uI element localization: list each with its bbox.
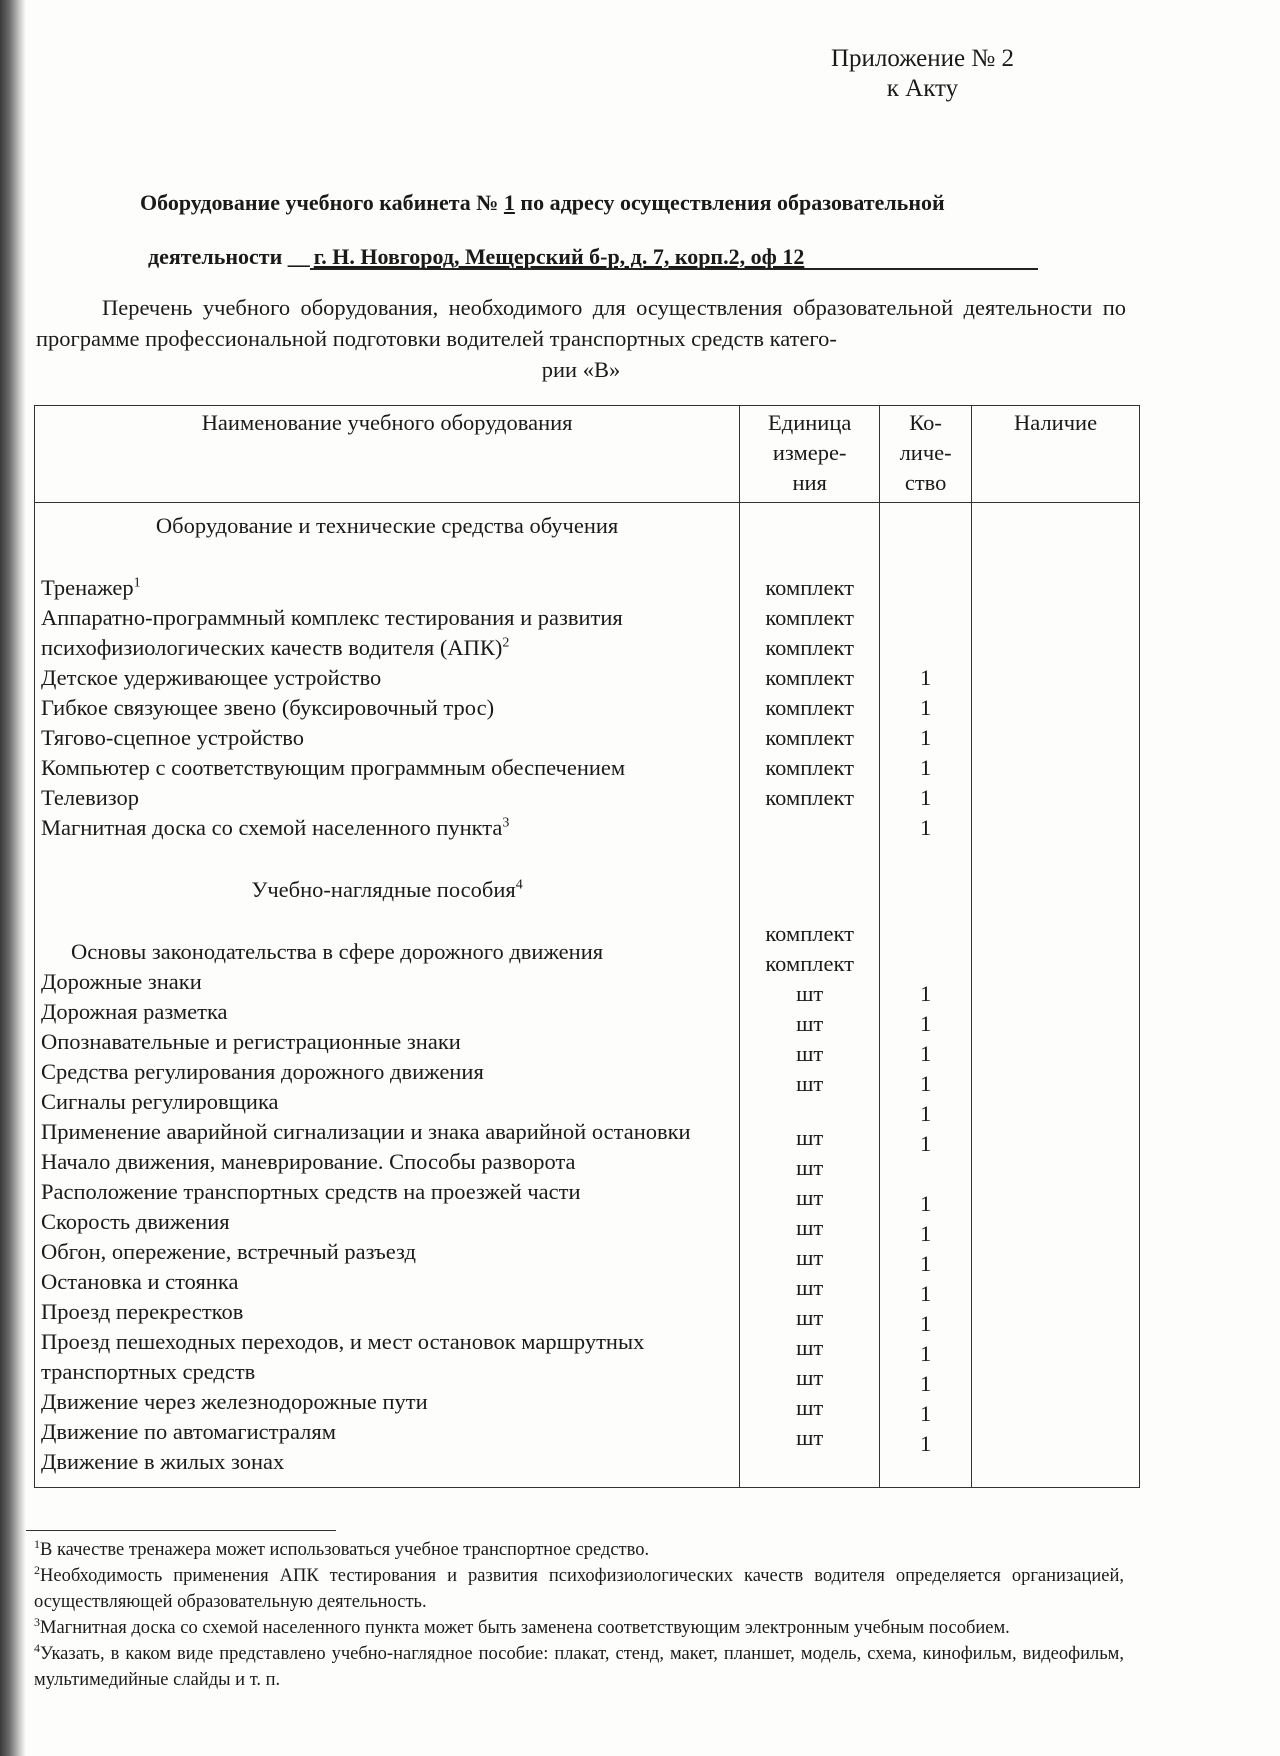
unit-value: шт: [796, 1425, 824, 1450]
scan-edge-shadow: [0, 0, 26, 1756]
list-item: Применение аварийной сигнализации и знака аварийной остановки: [41, 1119, 691, 1144]
quantity-value: 1: [919, 1341, 932, 1366]
footnote-ref: 1: [133, 575, 141, 591]
unit-value: шт: [796, 1275, 824, 1300]
section2-units-top: [740, 919, 879, 1099]
table-body-row: [35, 503, 1140, 1488]
section2-items: [41, 967, 733, 1477]
list-item: Сигналы регулировщика: [41, 1089, 279, 1114]
quantity-value: 1: [919, 725, 932, 750]
section2-title-text: Учебно-наглядные пособия: [251, 877, 516, 902]
list-item: Начало движения, маневрирование. Способы разворота: [41, 1149, 576, 1174]
list-item: Движение в жилых зонах: [41, 1449, 285, 1474]
unit-value: комплект: [765, 605, 854, 630]
quantity-value: 1: [919, 815, 932, 840]
list-item: [41, 663, 733, 693]
unit-value: шт: [796, 1155, 824, 1180]
unit-value: шт: [796, 1215, 824, 1240]
quantity-value: 1: [919, 1251, 932, 1276]
heading-text-tail: по адресу осуществления образовательной: [514, 190, 945, 215]
quantity-value: 1: [919, 1311, 932, 1336]
item-name: Гибкое связующее звено (буксировочный трос): [41, 695, 495, 720]
list-item: [41, 693, 733, 723]
header-qty: [880, 406, 972, 503]
section1-units: [740, 573, 879, 813]
item-name: Телевизор: [41, 785, 140, 810]
item-name: Тренажер: [41, 575, 134, 600]
list-item: Движение по автомагистралям: [41, 1419, 336, 1444]
annex-line-1: Приложение № 2: [830, 45, 1014, 72]
unit-value: шт: [796, 1395, 824, 1420]
footnote-number: 4: [34, 1640, 40, 1655]
intro-text: Перечень учебного оборудования, необходимого для осуществления образовательной деятельности по программе профессиональной подготовки водителей транспортных средств катего-: [36, 295, 1126, 351]
unit-value: комплект: [765, 695, 854, 720]
heading-line-2: [148, 244, 1038, 270]
list-item: Средства регулирования дорожного движения: [41, 1059, 484, 1084]
annex-line-2: к Акту: [886, 75, 959, 102]
section2-subtitle: Основы законодательства в сфере дорожного движения: [71, 939, 604, 964]
footnote: [34, 1563, 1124, 1615]
quantity-value: 1: [919, 1401, 932, 1426]
unit-value: шт: [796, 1335, 824, 1360]
item-name: Аппаратно-программный комплекс тестирования и развития психофизиологических качеств водителя (АПК): [41, 605, 623, 660]
footnote-text: Магнитная доска со схемой населенного пункта может быть заменена соответствующим электронным учебным пособием.: [40, 1618, 1010, 1638]
list-item: [41, 813, 733, 843]
item-name: Компьютер с соответствующим программным обеспечением: [41, 755, 626, 780]
header-unit: [740, 406, 880, 503]
section2-quantities-top: [880, 979, 971, 1159]
footnote-text: Необходимость применения АПК тестирования и развития психофизиологических качеств водителя определяется организацией, осуществляющей образовательную деятельность.: [34, 1566, 1124, 1612]
quantity-value: 1: [919, 785, 932, 810]
quantity-value: 1: [919, 1071, 932, 1096]
section1-items: [41, 573, 733, 843]
list-item: Проезд пешеходных переходов, и мест остановок маршрутных транспортных средств: [41, 1329, 645, 1384]
address-field: [310, 246, 1038, 270]
list-item: Остановка и стоянка: [41, 1269, 239, 1294]
footnotes: [34, 1537, 1124, 1693]
section2-quantities-bottom: [880, 1189, 971, 1459]
section-title: Оборудование и технические средства обучения: [155, 513, 619, 538]
quantity-value: 1: [919, 1371, 932, 1396]
list-item: [41, 603, 733, 663]
unit-value: шт: [796, 1041, 824, 1066]
unit-value: шт: [796, 1125, 824, 1150]
unit-value: шт: [796, 1245, 824, 1270]
list-item: Дорожная разметка: [41, 999, 228, 1024]
quantity-value: 1: [919, 695, 932, 720]
unit-value: комплект: [765, 635, 854, 660]
footnote: [34, 1615, 1124, 1641]
item-name: Тягово-сцепное устройство: [41, 725, 305, 750]
quantity-value: 1: [919, 1221, 932, 1246]
list-item: Дорожные знаки: [41, 969, 202, 994]
heading-line-1: [140, 190, 945, 216]
footnote-separator: [26, 1530, 336, 1531]
equipment-table: [34, 405, 1140, 1488]
footnote-ref: 3: [502, 815, 510, 831]
quantity-value: 1: [919, 1011, 932, 1036]
item-name: Магнитная доска со схемой населенного пункта: [41, 815, 503, 840]
quantity-value: 1: [919, 1131, 932, 1156]
footnote-ref: 2: [502, 635, 510, 651]
list-item: [41, 723, 733, 753]
header-availability: Наличие: [972, 406, 1140, 503]
section2-units-bottom: [740, 1123, 879, 1453]
units-column: [740, 503, 880, 1488]
footnote-number: 3: [34, 1614, 40, 1629]
unit-value: комплект: [765, 951, 854, 976]
list-item: [41, 783, 733, 813]
header-unit-text: Единица измере-ния: [768, 410, 852, 495]
unit-value: шт: [796, 1011, 824, 1036]
quantity-value: 1: [919, 665, 932, 690]
heading-label-activity: деятельности __: [148, 244, 310, 269]
list-item: Расположение транспортных средств на проезжей части: [41, 1179, 581, 1204]
footnote: [34, 1641, 1124, 1693]
footnote-text: Указать, в каком виде представлено учебно-наглядное пособие: плакат, стенд, макет, планшет, модель, схема, кинофильм, видеофильм, мультимедийные слайды и т. п.: [34, 1644, 1124, 1690]
unit-value: комплект: [765, 575, 854, 600]
quantity-value: 1: [919, 1431, 932, 1456]
list-item: Опознавательные и регистрационные знаки: [41, 1029, 461, 1054]
list-item: Проезд перекрестков: [41, 1299, 244, 1324]
unit-value: комплект: [765, 725, 854, 750]
annex-label: [831, 44, 1014, 104]
unit-value: шт: [796, 1305, 824, 1330]
quantity-value: 1: [919, 1041, 932, 1066]
list-item: Скорость движения: [41, 1209, 230, 1234]
quantity-value: 1: [919, 1191, 932, 1216]
quantity-value: 1: [919, 755, 932, 780]
list-item: [41, 753, 733, 783]
unit-value: шт: [796, 1071, 824, 1096]
quantity-value: 1: [919, 981, 932, 1006]
quantity-value: 1: [919, 1281, 932, 1306]
address-value: г. Н. Новгород, Мещерский б-р, д. 7, корп.2, оф 12: [313, 244, 805, 269]
footnote-text: В качестве тренажера может использоваться учебное транспортное средство.: [40, 1540, 650, 1560]
cabinet-number: 1: [503, 190, 515, 215]
intro-paragraph: [36, 292, 1126, 385]
names-column: [35, 503, 740, 1488]
unit-value: шт: [796, 1365, 824, 1390]
footnote-number: 1: [34, 1536, 40, 1551]
availability-column: [972, 503, 1140, 1488]
section1-quantities: [880, 663, 971, 843]
section2-footnote-ref: 4: [515, 877, 523, 893]
unit-value: шт: [796, 981, 824, 1006]
list-item: Движение через железнодорожные пути: [41, 1389, 428, 1414]
heading-text: Оборудование учебного кабинета №: [140, 190, 504, 215]
unit-value: комплект: [765, 665, 854, 690]
section2-title: [41, 875, 733, 905]
unit-value: шт: [796, 1185, 824, 1210]
footnote-number: 2: [34, 1562, 40, 1577]
header-name: Наименование учебного оборудования: [35, 406, 740, 503]
list-item: Обгон, опережение, встречный разъезд: [41, 1239, 416, 1264]
quantity-value: 1: [919, 1101, 932, 1126]
list-item: [41, 573, 733, 603]
footnote: [34, 1537, 1124, 1563]
unit-value: комплект: [765, 921, 854, 946]
table-header-row: [35, 406, 1140, 503]
quantity-column: [880, 503, 972, 1488]
unit-value: комплект: [765, 785, 854, 810]
intro-text-tail: рии «В»: [541, 357, 621, 382]
item-name: Детское удерживающее устройство: [41, 665, 382, 690]
unit-value: комплект: [765, 755, 854, 780]
header-qty-text: Ко-личе-ство: [899, 410, 952, 495]
